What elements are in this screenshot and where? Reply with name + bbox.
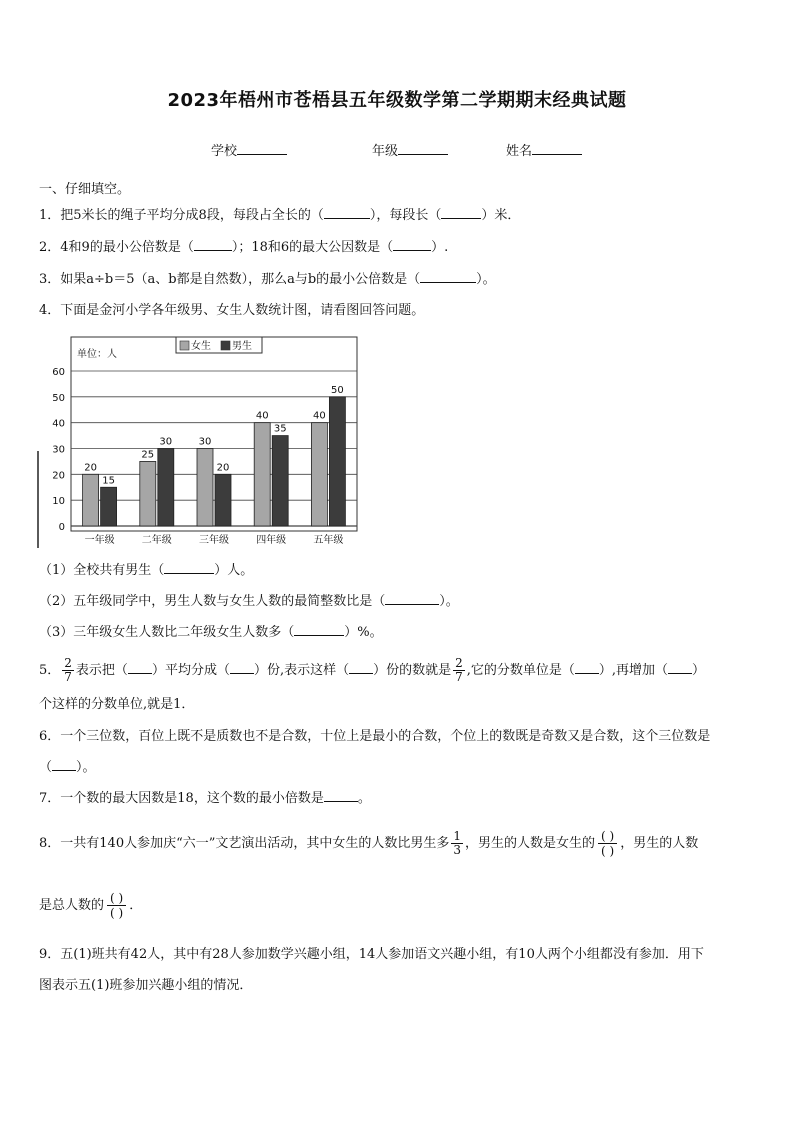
question-4-sub-1 xyxy=(39,561,253,581)
y-tick-label: 50 xyxy=(52,392,65,404)
q3-blank-1[interactable] xyxy=(420,282,476,283)
q5-blank-4[interactable] xyxy=(575,673,599,674)
q5-blank-3[interactable] xyxy=(349,673,373,674)
legend-label-girls: 女生 xyxy=(191,341,211,352)
bar-value-label: 40 xyxy=(313,410,326,422)
q4s2-text-b: ）。 xyxy=(439,594,459,609)
student-count-bar-chart xyxy=(33,333,413,551)
y-tick-label: 60 xyxy=(52,367,65,378)
q3-text-b: ）。 xyxy=(476,272,496,287)
q8-blank-fraction-1-top: ( ) xyxy=(598,829,617,844)
y-tick-label: 0 xyxy=(58,522,65,533)
q5-number: 5． xyxy=(39,663,61,678)
bar-girls xyxy=(197,449,213,527)
bar-girls xyxy=(254,423,270,526)
q1-blank-1[interactable] xyxy=(324,218,370,219)
q2-text-c: ）. xyxy=(431,240,449,255)
q8-text-c: ，男生的人数 xyxy=(620,836,699,851)
q8-fraction xyxy=(451,830,463,857)
q8-fraction-numerator: 1 xyxy=(453,829,462,843)
bar-value-label: 35 xyxy=(273,423,287,435)
bar-girls xyxy=(140,461,156,526)
q8-text-a: 8．一共有140人参加庆“六一”文艺演出活动，其中女生的人数比男生多 xyxy=(39,836,450,851)
question-3 xyxy=(39,270,496,290)
y-tick-label: 40 xyxy=(52,418,65,430)
q4s3-blank[interactable] xyxy=(294,635,344,636)
q4s3-text-a: （3）三年级女生人数比二年级女生人数多（ xyxy=(39,625,295,640)
grade-field xyxy=(372,140,448,159)
q8-blank-fraction-1-bottom: ( ) xyxy=(601,844,615,858)
question-7 xyxy=(39,789,371,809)
bar-girls xyxy=(311,423,327,526)
q5-blank-1[interactable] xyxy=(128,673,152,674)
q1-text-c: ）米． xyxy=(481,208,521,223)
q2-blank-1[interactable] xyxy=(194,250,232,251)
q4s2-blank[interactable] xyxy=(385,604,439,605)
q5-fraction-2-numerator: 2 xyxy=(455,656,463,670)
q1-text-a: 1．把5米长的绳子平均分成8段，每段占全长的（ xyxy=(39,208,324,223)
q4s1-text-a: （1）全校共有男生（ xyxy=(39,563,165,578)
q1-blank-2[interactable] xyxy=(441,218,481,219)
q5-text-g: ）,再增加（ xyxy=(598,663,669,678)
q5-text-b: 表示把（ xyxy=(75,663,128,678)
bar-value-label: 40 xyxy=(255,410,269,422)
q8-text-line2: 是总人数的 xyxy=(39,898,105,913)
q1-text-b: ），每段长（ xyxy=(369,208,442,223)
question-4-sub-3 xyxy=(39,623,383,643)
q5-text-h: ） xyxy=(692,663,706,678)
legend-swatch-boys xyxy=(221,341,230,350)
q8-text-end: ． xyxy=(129,898,143,913)
y-unit-label: 单位：人 xyxy=(77,349,117,360)
q5-fraction-1-numerator: 2 xyxy=(64,656,72,670)
school-blank[interactable] xyxy=(237,154,287,155)
bar-girls xyxy=(83,474,99,526)
chart-bars xyxy=(83,385,346,546)
x-category-label: 四年级 xyxy=(256,535,287,546)
x-category-label: 一年级 xyxy=(84,535,115,546)
grade-blank[interactable] xyxy=(398,154,448,155)
school-field xyxy=(211,140,287,159)
q7-text-a: 7．一个数的最大因数是18，这个数的最小倍数是 xyxy=(39,791,324,806)
q4s1-text-b: ）人。 xyxy=(214,563,254,578)
question-8-line-2 xyxy=(39,888,142,924)
question-4-sub-2 xyxy=(39,592,459,612)
question-4: 4．下面是金河小学各年级男、女生人数统计图，请看图回答问题。 xyxy=(39,303,425,318)
question-6: 6．一个三位数，百位上既不是质数也不是合数，十位上是最小的合数，个位上的数既是奇数又是合数，这个三位数是 xyxy=(39,729,711,744)
bar-value-label: 30 xyxy=(159,436,173,448)
bar-value-label: 25 xyxy=(141,449,155,461)
q7-text-b: 。 xyxy=(357,791,371,806)
q8-blank-fraction-2[interactable] xyxy=(107,891,126,920)
name-field xyxy=(506,140,582,159)
q2-blank-2[interactable] xyxy=(393,250,431,251)
legend-swatch-girls xyxy=(180,341,189,350)
name-label: 姓名 xyxy=(506,144,533,159)
question-9-line-2: 图表示五(1)班参加兴趣小组的情况． xyxy=(39,978,253,993)
x-category-label: 三年级 xyxy=(199,535,229,546)
y-tick-label: 20 xyxy=(52,470,65,482)
q4s1-blank[interactable] xyxy=(164,573,214,574)
q8-text-b: ，男生的人数是女生的 xyxy=(465,836,596,851)
q8-blank-fraction-2-top: ( ) xyxy=(107,891,126,906)
q4s2-text-a: （2）五年级同学中，男生人数与女生人数的最简整数比是（ xyxy=(39,594,386,609)
bar-boys xyxy=(215,474,231,526)
section-heading: 一、仔细填空。 xyxy=(39,182,131,197)
q5-text-c: ）平均分成（ xyxy=(151,663,230,678)
page-title: 2023年梧州市苍梧县五年级数学第二学期期末经典试题 xyxy=(167,90,627,111)
question-8 xyxy=(39,826,698,862)
question-6-line-2 xyxy=(39,758,96,778)
bar-value-label: 50 xyxy=(331,384,344,396)
x-category-label: 二年级 xyxy=(141,535,172,546)
bar-boys xyxy=(101,487,117,526)
q7-blank[interactable] xyxy=(324,801,358,802)
q3-text-a: 3．如果a÷b＝5（a、b都是自然数），那么a与b的最小公倍数是（ xyxy=(39,272,421,287)
q6-blank[interactable] xyxy=(52,770,76,771)
q5-text-e: ）份的数就是 xyxy=(373,663,452,678)
grade-label: 年级 xyxy=(372,144,399,159)
q5-blank-5[interactable] xyxy=(668,673,692,674)
bar-value-label: 15 xyxy=(102,475,115,487)
q8-fraction-denominator: 3 xyxy=(453,843,462,857)
q8-blank-fraction-2-bottom: ( ) xyxy=(110,906,124,920)
q5-text-f: ,它的分数单位是（ xyxy=(466,663,575,678)
q6-text-b: ）。 xyxy=(76,760,96,775)
question-5-line-2: 个这样的分数单位,就是1． xyxy=(39,697,195,712)
y-tick-label: 30 xyxy=(52,444,65,456)
school-label: 学校 xyxy=(211,144,238,159)
question-5 xyxy=(39,657,705,685)
bar-value-label: 30 xyxy=(198,436,212,448)
q2-text-b: ）；18和6的最大公因数是（ xyxy=(231,240,394,255)
y-tick-label: 10 xyxy=(52,496,65,508)
name-blank[interactable] xyxy=(532,154,582,155)
bar-value-label: 20 xyxy=(84,462,97,474)
q4s3-text-b: ）%。 xyxy=(344,625,383,640)
bar-value-label: 20 xyxy=(216,462,230,474)
q6-text-a: （ xyxy=(39,760,53,775)
q2-text-a: 2．4和9的最小公倍数是（ xyxy=(39,240,194,255)
question-2 xyxy=(39,238,448,258)
legend-label-boys: 男生 xyxy=(232,341,252,352)
bar-boys xyxy=(272,436,288,526)
q5-fraction-1 xyxy=(62,657,74,684)
q5-blank-2[interactable] xyxy=(230,673,254,674)
question-1 xyxy=(39,206,520,226)
x-category-label: 五年级 xyxy=(313,535,344,546)
bar-boys xyxy=(329,397,345,526)
question-9: 9．五(1)班共有42人，其中有28人参加数学兴趣小组，14人参加语文兴趣小组，有10人两个小组都没有参加．用下 xyxy=(39,947,704,962)
q5-fraction-2 xyxy=(453,657,465,684)
bar-boys xyxy=(158,449,174,527)
q5-fraction-1-denominator: 7 xyxy=(64,670,72,684)
q5-fraction-2-denominator: 7 xyxy=(455,670,463,684)
q8-blank-fraction-1[interactable] xyxy=(598,829,617,858)
q5-text-d: ）份,表示这样（ xyxy=(253,663,350,678)
